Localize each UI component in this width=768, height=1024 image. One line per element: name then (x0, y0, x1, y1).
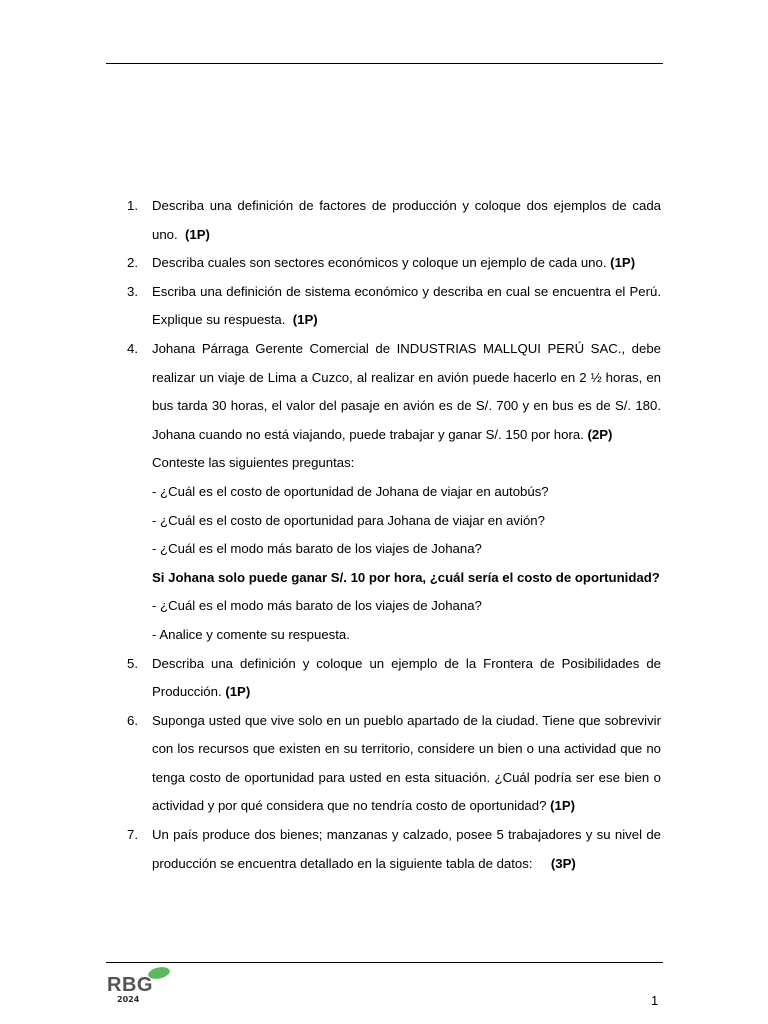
question-text: Un país produce dos bienes; manzanas y calzado, posee 5 trabajadores y su nivel de producción se encuentra detallado en la siguiente tabla de datos: (152, 827, 661, 871)
question-points: (1P) (550, 798, 576, 814)
question-4-sub-5: Si Johana solo puede ganar S/. 10 por hora, ¿cuál sería el costo de oportunidad? (152, 569, 660, 585)
question-4-sub-6: - ¿Cuál es el modo más barato de los viajes de Johana? (152, 598, 482, 614)
question-text: Describa una definición y coloque un ejemplo de la Frontera de Posibilidades de Producción. (152, 655, 661, 700)
question-number: 5. (127, 655, 138, 671)
header-rule (106, 63, 663, 64)
question-4-sub-3: - ¿Cuál es el costo de oportunidad para Johana de viajar en avión? (152, 512, 545, 528)
question-number: 7. (127, 827, 138, 843)
question-list (120, 192, 661, 878)
question-text: Describa una definición de factores de producción y coloque dos ejemplos de cada uno. (152, 198, 661, 242)
page-number: 1 (651, 993, 659, 1008)
rbg-logo (105, 966, 169, 1008)
question-points: (1P) (610, 255, 636, 271)
question-points: (3P) (550, 855, 576, 871)
question-text: Escriba una definición de sistema económico y describa en cual se encuentra el Perú. Explique su respuesta. (152, 283, 661, 328)
question-7 (120, 821, 661, 878)
question-points: (1P) (185, 226, 210, 242)
question-points: (1P) (225, 684, 251, 700)
question-points: (1P) (292, 312, 318, 328)
logo-text: RBG (107, 974, 153, 996)
question-6 (120, 707, 661, 821)
question-text: Suponga usted que vive solo en un pueblo apartado de la ciudad. Tiene que sobrevivir con los recursos que existen en su territorio, considere un bien o una actividad que no tenga costo de oportunidad para usted en esta situación. ¿Cuál podría ser ese bien o actividad y por qué considera que no tendría costo de oportunidad? (152, 712, 661, 814)
question-text: Johana Párraga Gerente Comercial de INDUSTRIAS MALLQUI PERÚ SAC., debe realizar un viaje de Lima a Cuzco, al realizar en avión puede hacerlo en 2 ½ horas, en bus tarda 30 horas, el valor del pasaje en avión es de S/. 700 y en bus es de S/. 180. Johana cuando no está viajando, puede trabajar y ganar S/. 150 por hora. (152, 340, 661, 442)
question-1 (120, 192, 661, 249)
logo-year: 2024 (117, 995, 140, 1004)
question-number: 2. (127, 255, 138, 271)
footer-rule (106, 962, 663, 963)
question-4-sub-7: - Analice y comente su respuesta. (152, 626, 350, 642)
question-4-sub-2: - ¿Cuál es el costo de oportunidad de Johana de viajar en autobús? (152, 483, 549, 499)
question-number: 6. (127, 712, 138, 728)
question-number: 1. (127, 198, 138, 213)
question-number: 4. (127, 340, 138, 356)
question-4 (120, 335, 661, 449)
question-text: Describa cuales son sectores económicos y coloque un ejemplo de cada uno. (152, 255, 607, 271)
question-2 (120, 249, 661, 278)
question-number: 3. (127, 283, 138, 299)
question-4-sub-4: - ¿Cuál es el modo más barato de los viajes de Johana? (152, 541, 482, 557)
question-5 (120, 650, 661, 707)
question-points: (2P) (587, 426, 613, 442)
question-3 (120, 278, 661, 335)
question-4-sub-1: Conteste las siguientes preguntas: (152, 455, 355, 471)
